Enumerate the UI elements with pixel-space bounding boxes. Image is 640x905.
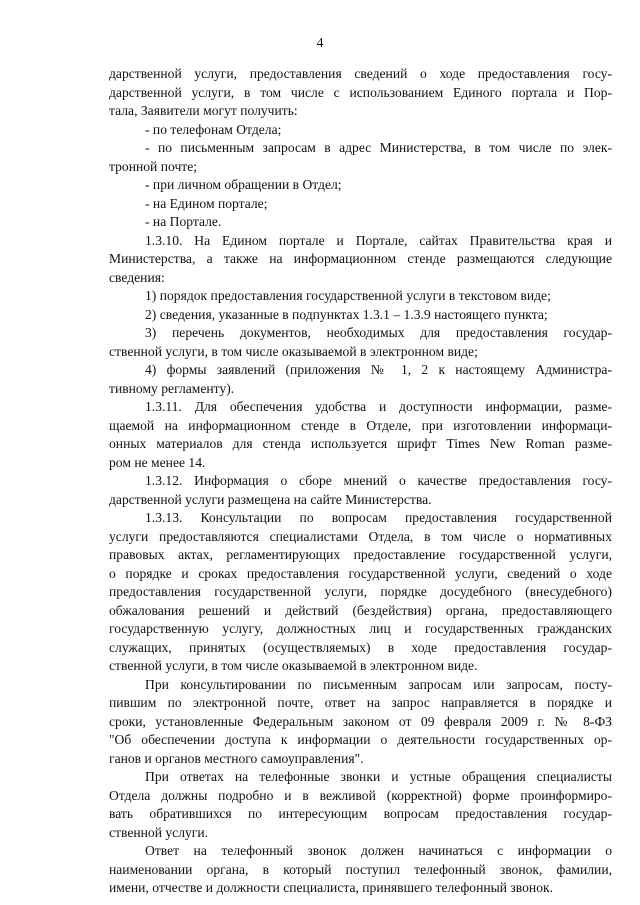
text-line: онных материалов для стенда используется шрифт Times New Roman разме- [109, 436, 612, 451]
text-line: щаемой на информационном стенде в Отделе, при изготовлении информаци- [109, 417, 612, 433]
text-line: ственной услуги. [109, 824, 209, 840]
text-line: ственной услуги, в том числе оказываемой в электронном виде. [109, 658, 478, 673]
text-line: тала, Заявители могут получить: [109, 103, 298, 118]
text-line: тивному регламенту). [109, 380, 235, 396]
text-line: ром не менее 14. [109, 454, 206, 470]
text-line: ственной услуги, в том числе оказываемой в электронном виде; [109, 343, 478, 359]
text-line: Отдела должны подробно и в вежливой (корректной) форме проинформиро- [109, 787, 612, 803]
text-line: - при личном обращении в Отдел; [145, 177, 342, 192]
body-text [109, 65, 612, 898]
text-line: имени, отчестве и должности специалиста, принявшего телефонный звонок. [109, 880, 553, 895]
text-line: дарственной услуги, предоставления сведений о ходе предоставления госу- [109, 66, 612, 81]
text-line: тронной почте; [109, 158, 198, 174]
text-line: - на Портале. [145, 214, 222, 229]
text-line: обжалования решений и действий (бездействия) органа, предоставляющего [109, 602, 612, 618]
text-line: наименовании органа, в который поступил телефонный звонок, фамилии, [109, 861, 612, 877]
text-line: государственную услугу, должностных лиц и государственных гражданских [109, 621, 612, 636]
text-line: - по письменным запросам в адрес Министерства, в том числе по элек- [145, 140, 612, 155]
text-line: Ответ на телефонный звонок должен начинаться с информации о [145, 843, 612, 858]
text-line: сведения: [109, 269, 165, 285]
text-line: пившим по электронной почте, ответ на запрос направляется в порядке и [109, 695, 612, 710]
text-line: вать обратившихся по интересующим вопросам предоставления государ- [109, 806, 612, 821]
text-line: 1.3.13. Консультации по вопросам предоставления государственной [145, 510, 612, 525]
text-line: дарственной услуги, в том числе с использованием Единого портала и Пор- [109, 84, 612, 100]
text-line: правовых актах, регламентирующих предоставление государственной услуги, [109, 547, 612, 562]
text-line: 2) сведения, указанные в подпунктах 1.3.1 – 1.3.9 настоящего пункта; [145, 306, 548, 322]
text-line: 1.3.11. Для обеспечения удобства и доступности информации, разме- [145, 399, 612, 414]
text-line: - на Едином портале; [145, 195, 268, 211]
text-line: 1.3.10. На Едином портале и Портале, сайтах Правительства края и [145, 232, 612, 248]
text-line: 4) формы заявлений (приложения № 1, 2 к настоящему Администра- [145, 362, 612, 377]
text-line: служащих, принятых (осуществляемых) в ходе предоставления государ- [109, 639, 612, 655]
text-line: 3) перечень документов, необходимых для предоставления государ- [145, 325, 612, 340]
text-line: ганов и органов местного самоуправления". [109, 750, 364, 766]
text-line: При ответах на телефонные звонки и устные обращения специалисты [145, 769, 612, 784]
text-line: услуги предоставляются специалистами Отдела, в том числе о нормативных [109, 528, 612, 544]
text-line: - по телефонам Отдела; [145, 121, 282, 137]
page-number: 4 [316, 35, 324, 50]
text-line: сроки, установленные Федеральным законом от 09 февраля 2009 г. № 8-ФЗ [109, 713, 612, 729]
text-line: о порядке и сроках предоставления государственной услуги, сведений о ходе [109, 565, 612, 581]
text-line: предоставления государственной услуги, порядке досудебного (внесудебного) [109, 584, 612, 599]
text-line: 1.3.12. Информация о сборе мнений о качестве предоставления госу- [145, 473, 612, 488]
text-line: 1) порядок предоставления государственной услуги в текстовом виде; [145, 288, 551, 303]
text-line: При консультировании по письменным запросам или запросам, посту- [145, 676, 612, 692]
text-line: дарственной услуги размещена на сайте Министерства. [109, 491, 432, 507]
text-line: "Об обеспечении доступа к информации о деятельности государственных ор- [109, 732, 612, 747]
text-line: Министерства, а также на информационном стенде размещаются следующие [109, 251, 612, 266]
